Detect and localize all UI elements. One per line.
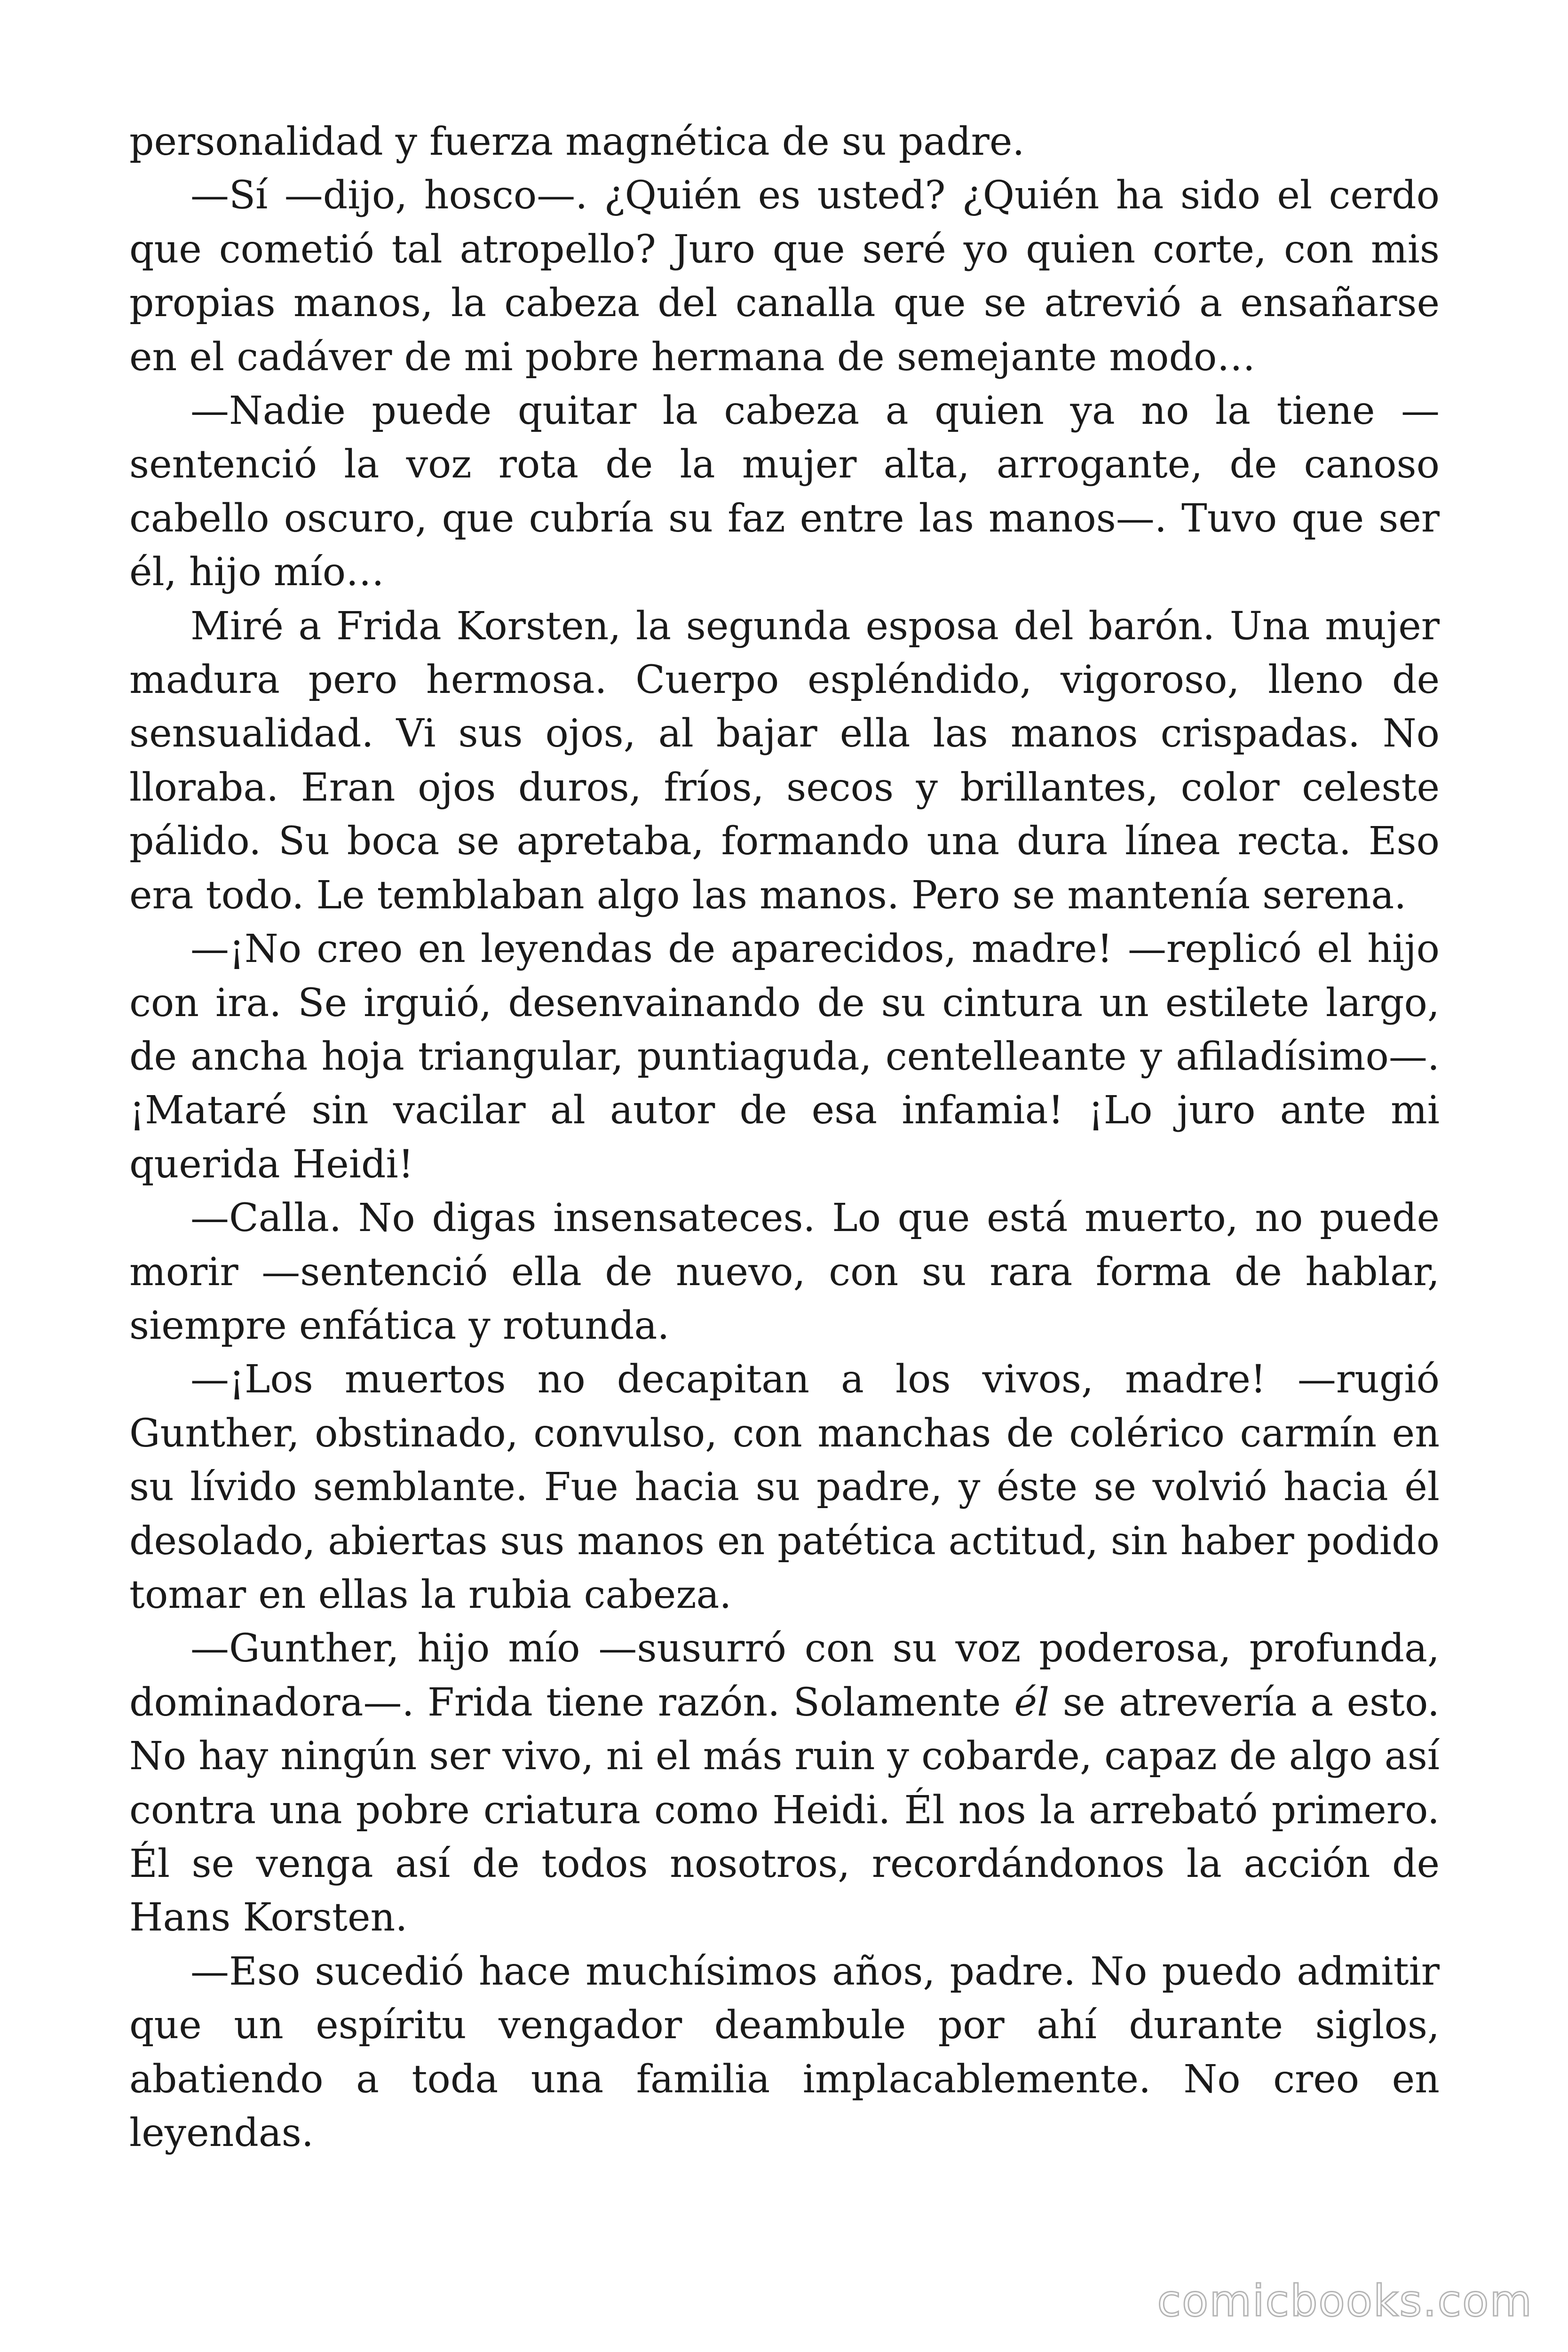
paragraph-2: —Sí —dijo, hosco—. ¿Quién es usted? ¿Quién ha sido el cerdo que cometió tal atropello? Juro que seré yo quien corte, con mis propias manos, la cabeza del canalla que se atrevió a ensañarse en el cadáver de mi pobre hermana de semejante modo… [129,173,1440,380]
paragraph-6: —Calla. No digas insensateces. Lo que está muerto, no puede morir —sentenció ella de nuevo, con su rara forma de hablar, siempre enfática y rotunda. [129,1196,1440,1348]
paragraph-3: —Nadie puede quitar la cabeza a quien ya no la tiene —sentenció la voz rota de la mujer alta, arrogante, de canoso cabello oscuro, que cubría su faz entre las manos—. Tuvo que ser él, hijo mío… [129,389,1440,595]
paragraph-8-after: se atrevería a esto. No hay ningún ser vivo, ni el más ruin y cobarde, capaz de algo así contra una pobre criatura como Heidi. Él nos la arrebató primero. Él se venga así de todos nosotros, recordándonos la acción de Hans Korsten. [129,1680,1440,1940]
paragraph-4: Miré a Frida Korsten, la segunda esposa del barón. Una mujer madura pero hermosa. Cuerpo espléndido, vigoroso, lleno de sensualidad. Vi sus ojos, al bajar ella las manos crispadas. No lloraba. Eran ojos duros, fríos, secos y brillantes, color celeste pálido. Su boca se apretaba, formando una dura línea recta. Eso era todo. Le temblaban algo las manos. Pero se mantenía serena. [129,604,1440,918]
watermark-logo: comicbooks.com [1157,2276,1533,2326]
paragraph-7: —¡Los muertos no decapitan a los vivos, madre! —rugió Gunther, obstinado, convulso, con manchas de colérico carmín en su lívido semblante. Fue hacia su padre, y éste se volvió hacia él desolado, abiertas sus manos en patética actitud, sin haber podido tomar en ellas la rubia cabeza. [129,1357,1440,1617]
paragraph-5: —¡No creo en leyendas de aparecidos, madre! —replicó el hijo con ira. Se irguió, desenvainando de su cintura un estilete largo, de ancha hoja triangular, puntiaguda, centelleante y afiladísimo—. ¡Mataré sin vacilar al autor de esa infamia! ¡Lo juro ante mi querida Heidi! [129,927,1440,1187]
book-page-text [129,115,1440,2160]
paragraph-8-before: —Gunther, hijo mío —susurró con su voz poderosa, profunda, dominadora—. Frida tiene razón. Solamente [129,1626,1440,1725]
paragraph-1: personalidad y fuerza magnética de su padre. [129,119,1025,164]
paragraph-9: —Eso sucedió hace muchísimos años, padre. No puedo admitir que un espíritu vengador deambule por ahí durante siglos, abatiendo a toda una familia implacablemente. No creo en leyendas. [129,1949,1440,2156]
paragraph-8 [129,1622,1440,1945]
paragraph-8-emphasis: él [1014,1680,1050,1725]
